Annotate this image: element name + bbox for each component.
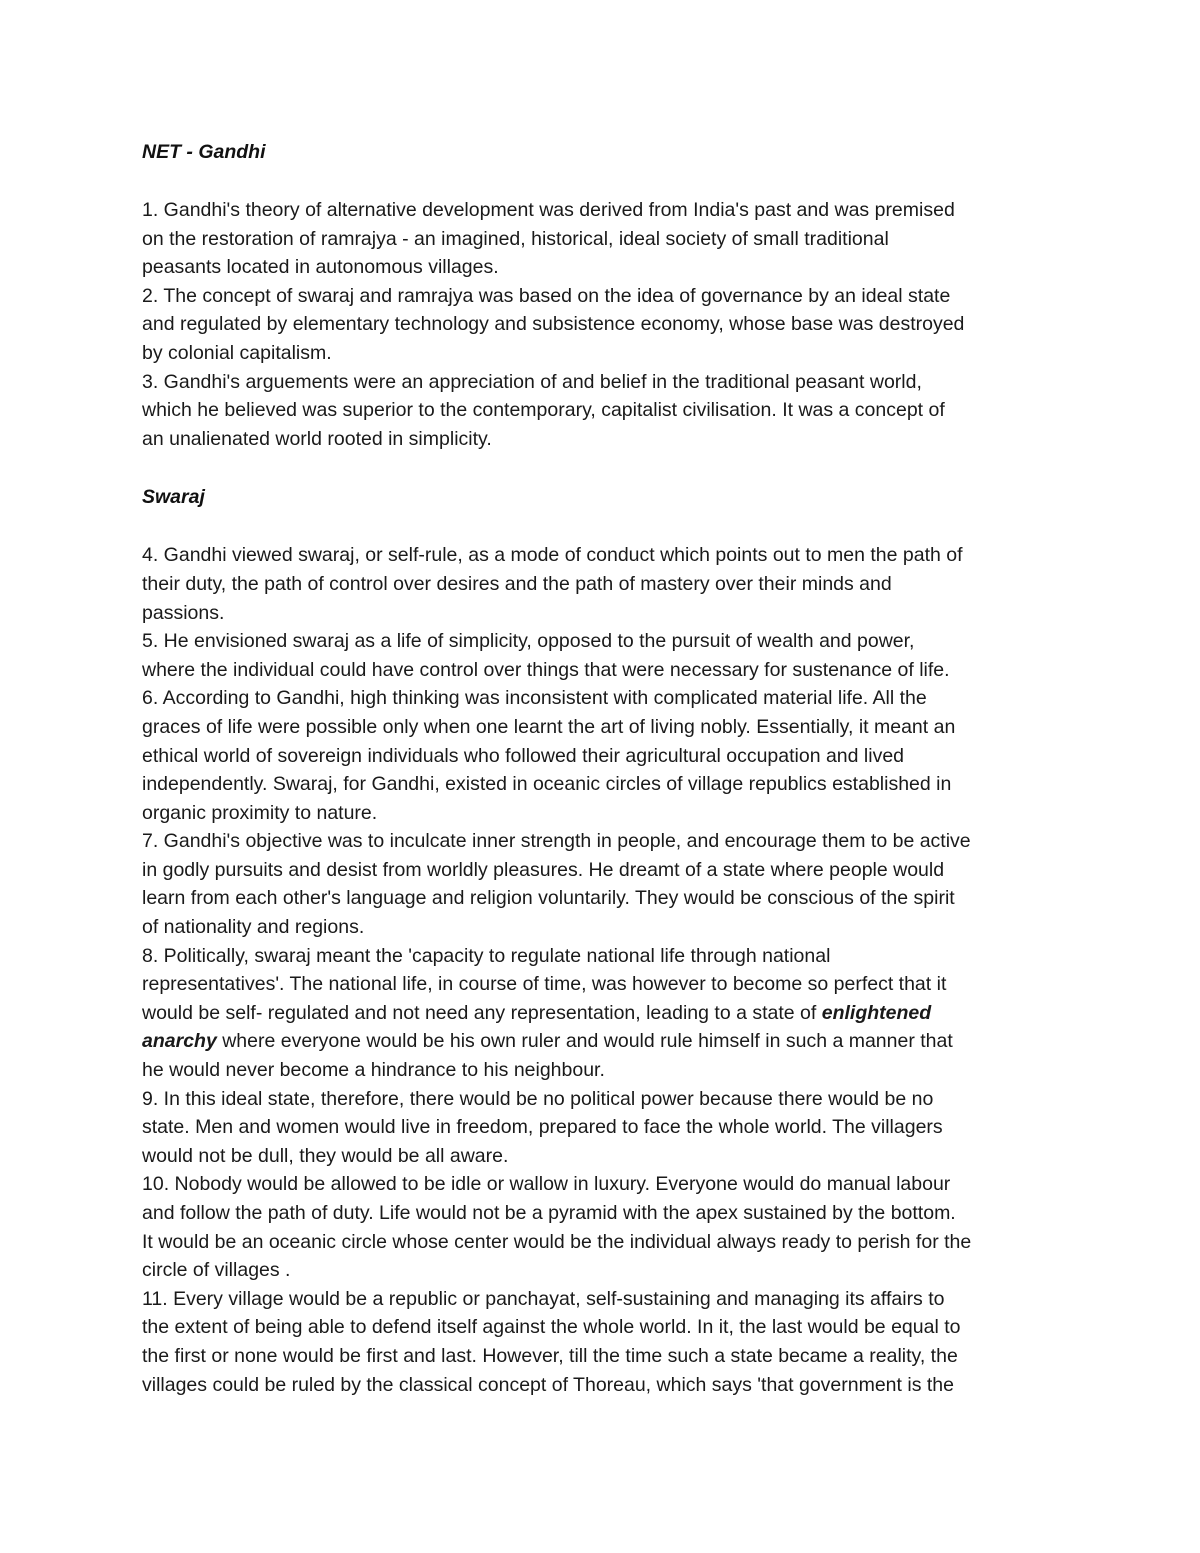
text-line: 7. Gandhi's objective was to inculcate inner strength in people, and encourage them to be active <box>142 830 971 853</box>
section-heading-swaraj: Swaraj <box>142 486 205 509</box>
text-line: the extent of being able to defend itself against the whole world. In it, the last would be equal to <box>142 1316 961 1339</box>
text-line: peasants located in autonomous villages. <box>142 256 499 279</box>
text-line: the first or none would be first and last. However, till the time such a state became a reality, the <box>142 1344 958 1367</box>
text-run: where everyone would be his own ruler and would rule himself in such a manner that <box>216 1030 953 1053</box>
section-swaraj <box>142 541 1067 1399</box>
text-line: organic proximity to nature. <box>142 801 378 824</box>
text-line: on the restoration of ramrajya - an imagined, historical, ideal society of small traditional <box>142 227 889 250</box>
text-line: 4. Gandhi viewed swaraj, or self-rule, as a mode of conduct which points out to men the path of <box>142 544 963 567</box>
paragraph-6 <box>142 684 1067 827</box>
paragraph-10 <box>142 1170 1067 1284</box>
text-line: villages could be ruled by the classical concept of Thoreau, which says 'that government is the <box>142 1373 954 1396</box>
text-line: 8. Politically, swaraj meant the 'capacity to regulate national life through national <box>142 944 831 967</box>
text-line <box>142 999 1067 1028</box>
text-line: by colonial capitalism. <box>142 341 332 364</box>
text-line: learn from each other's language and religion voluntarily. They would be conscious of the spirit <box>142 887 955 910</box>
text-line: 2. The concept of swaraj and ramrajya was based on the idea of governance by an ideal state <box>142 284 951 307</box>
text-line: an unalienated world rooted in simplicity. <box>142 427 492 450</box>
emphasis-text: anarchy <box>142 1030 217 1053</box>
text-line: It would be an oceanic circle whose center would be the individual always ready to perish for the <box>142 1230 972 1253</box>
paragraph-5 <box>142 627 1067 684</box>
emphasis-text: enlightened <box>821 1001 932 1024</box>
text-line: their duty, the path of control over desires and the path of mastery over their minds and <box>142 572 892 595</box>
text-line: where the individual could have control over things that were necessary for sustenance of life. <box>142 658 950 681</box>
paragraph-4 <box>142 541 1067 627</box>
text-line: 10. Nobody would be allowed to be idle or wallow in luxury. Everyone would do manual labour <box>142 1173 951 1196</box>
text-line: ethical world of sovereign individuals who followed their agricultural occupation and lived <box>142 744 905 767</box>
paragraph-9 <box>142 1085 1067 1171</box>
paragraph-3 <box>142 368 1067 454</box>
paragraph-1 <box>142 196 1067 282</box>
text-line: 6. According to Gandhi, high thinking was inconsistent with complicated material life. All the <box>142 687 927 710</box>
text-line: which he believed was superior to the contemporary, capitalist civilisation. It was a concept of <box>142 399 945 422</box>
text-line: 5. He envisioned swaraj as a life of simplicity, opposed to the pursuit of wealth and power, <box>142 630 915 653</box>
text-line: in godly pursuits and desist from worldly pleasures. He dreamt of a state where people would <box>142 858 945 881</box>
text-line: 9. In this ideal state, therefore, there would be no political power because there would be no <box>142 1087 934 1110</box>
text-line: he would never become a hindrance to his neighbour. <box>142 1059 605 1082</box>
text-line: 1. Gandhi's theory of alternative development was derived from India's past and was premised <box>142 199 955 221</box>
text-line: circle of villages . <box>142 1259 291 1282</box>
text-line: 11. Every village would be a republic or panchayat, self-sustaining and managing its affairs to <box>142 1287 945 1310</box>
spacer <box>142 453 1067 483</box>
text-line: independently. Swaraj, for Gandhi, existed in oceanic circles of village republics established in <box>142 773 952 796</box>
text-line: and follow the path of duty. Life would not be a pyramid with the apex sustained by the bottom. <box>142 1202 956 1224</box>
text-line: 3. Gandhi's arguements were an appreciation of and belief in the traditional peasant world, <box>142 370 922 393</box>
text-run: would be self- regulated and not need any representation, leading to a state of <box>142 1001 822 1024</box>
text-line: and regulated by elementary technology and subsistence economy, whose base was destroyed <box>142 313 965 336</box>
document-page <box>142 138 1067 1399</box>
text-line: graces of life were possible only when one learnt the art of living nobly. Essentially, it meant an <box>142 715 956 738</box>
section-intro <box>142 196 1067 453</box>
text-line: representatives'. The national life, in course of time, was however to become so perfect that it <box>142 973 947 996</box>
paragraph-7 <box>142 827 1067 941</box>
text-line: state. Men and women would live in freedom, prepared to face the whole world. The villagers <box>142 1116 943 1139</box>
paragraph-2 <box>142 282 1067 368</box>
text-line: of nationality and regions. <box>142 916 365 939</box>
spacer <box>142 511 1067 541</box>
spacer <box>142 166 1067 196</box>
document-title: NET - Gandhi <box>142 141 266 163</box>
text-line <box>142 1027 1067 1056</box>
text-line: passions. <box>142 601 225 624</box>
paragraph-11 <box>142 1285 1067 1399</box>
paragraph-8 <box>142 942 1067 1085</box>
text-line: would not be dull, they would be all aware. <box>142 1144 509 1167</box>
